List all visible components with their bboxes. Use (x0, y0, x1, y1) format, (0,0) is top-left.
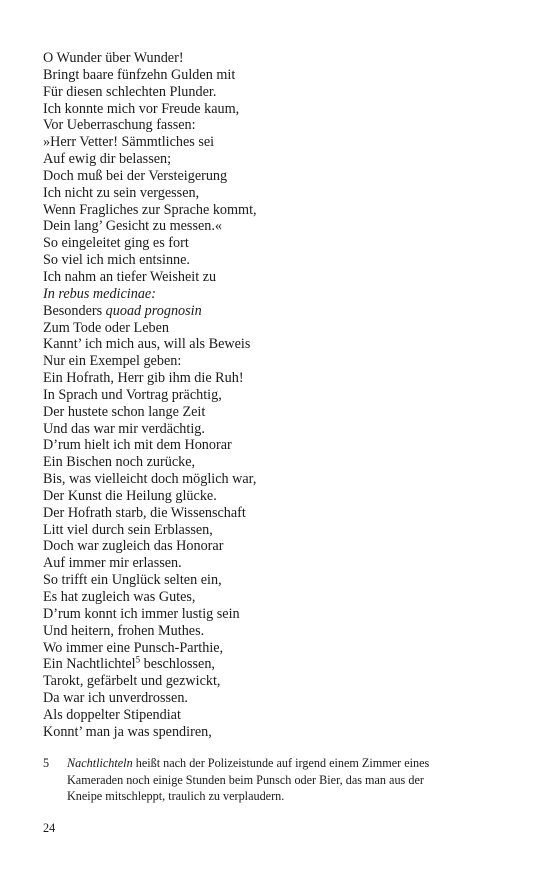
poem-text-segment: beschlossen, (140, 656, 215, 673)
poem-line (43, 303, 513, 320)
poem-line: Ich nahm an tiefer Weisheit zu (43, 268, 217, 285)
footnote-line: Kameraden noch einige Stunden beim Punsch oder Bier, das man aus der (67, 772, 424, 787)
poem-line: Vor Ueberraschung fassen: (43, 117, 196, 134)
poem-line: Und das war mir verdächtig. (43, 420, 205, 437)
poem-line: So viel ich mich entsinne. (43, 252, 190, 269)
poem-line: Bringt baare fünfzehn Gulden mit (43, 66, 236, 83)
footnote-number: 5 (43, 756, 50, 770)
poem-line: Und heitern, frohen Muthes. (43, 622, 205, 639)
poem-line: Es hat zugleich was Gutes, (43, 589, 196, 605)
poem-line (43, 656, 513, 673)
poem-line: Ein Bischen noch zurücke, (43, 454, 196, 471)
poem-text (43, 50, 513, 741)
footnote-line (67, 755, 513, 772)
poem-line: Ein Hofrath, Herr gib ihm die Ruh! (43, 370, 244, 387)
poem-line: D’rum konnt ich immer lustig sein (43, 605, 240, 622)
poem-line: Doch war zugleich das Honorar (43, 538, 224, 555)
footnote-line-rest: heißt nach der Polizeistunde auf irgend einem Zimmer eines (132, 756, 430, 770)
poem-line: Wenn Fragliches zur Sprache kommt, (43, 201, 257, 218)
poem-line: Dein lang’ Gesicht zu messen.« (43, 218, 222, 235)
poem-line: Kannt’ ich mich aus, will als Beweis (43, 336, 251, 353)
poem-text-segment: Besonders (43, 302, 106, 319)
footnote-line: Kneipe mitschleppt, traulich zu verplaudern. (67, 789, 285, 804)
poem-line: Tarokt, gefärbelt und gezwickt, (43, 673, 221, 690)
poem-line: Bis, was vielleicht doch möglich war, (43, 471, 257, 488)
poem-line: Da war ich unverdrossen. (43, 690, 188, 707)
poem-text-segment: Ein Nachtlichtel (43, 656, 136, 673)
poem-line: So eingeleitet ging es fort (43, 235, 189, 252)
poem-line: »Herr Vetter! Sämmtliches sei (43, 134, 215, 151)
poem-line: Litt viel durch sein Erblassen, (43, 521, 213, 538)
poem-line: O Wunder über Wunder! (43, 50, 184, 66)
footnote-text (67, 755, 513, 805)
poem-line: Zum Tode oder Leben (43, 319, 169, 336)
footnote-reference[interactable]: 5 (135, 654, 141, 665)
poem-line: Der Kunst die Heilung glücke. (43, 487, 217, 504)
poem-line: Der Hofrath starb, die Wissenschaft (43, 504, 246, 521)
poem-line: D’rum hielt ich mit dem Honorar (43, 437, 232, 454)
poem-line: Ich konnte mich vor Freude kaum, (43, 100, 240, 117)
poem-line: Als doppelter Stipendiat (43, 706, 181, 723)
poem-line-italic: In rebus medicinae: (43, 285, 156, 302)
poem-line: So trifft ein Unglück selten ein, (43, 572, 222, 589)
poem-line: In Sprach und Vortrag prächtig, (43, 386, 222, 403)
footnote-term: Nachtlichteln (67, 756, 133, 770)
poem-line: Für diesen schlechten Plunder. (43, 83, 217, 100)
poem-line: Der hustete schon lange Zeit (43, 403, 206, 420)
poem-line: Auf ewig dir belassen; (43, 151, 172, 168)
page-number: 24 (43, 821, 56, 835)
poem-line: Konnt’ man ja was spendiren, (43, 723, 212, 740)
poem-line: Doch muß bei der Versteigerung (43, 167, 228, 184)
poem-line: Ich nicht zu sein vergessen, (43, 184, 200, 201)
poem-line: Nur ein Exempel geben: (43, 353, 182, 370)
poem-line: Auf immer mir erlassen. (43, 555, 182, 572)
poem-italic-segment: quoad prognosin (105, 302, 202, 319)
poem-line: Wo immer eine Punsch-Parthie, (43, 639, 224, 656)
